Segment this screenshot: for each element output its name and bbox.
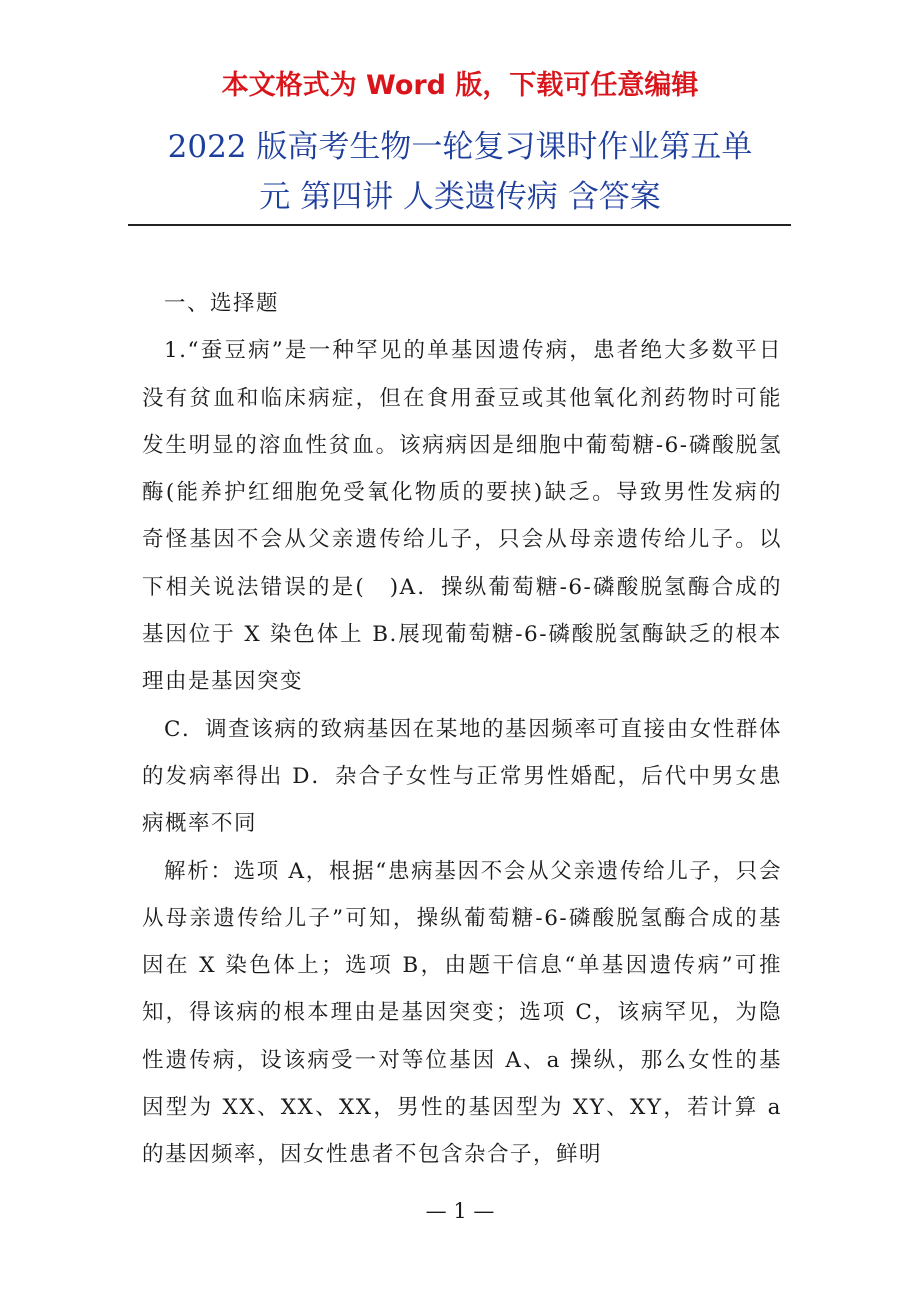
document-body — [142, 280, 782, 1179]
page-number: — 1 — — [425, 1199, 495, 1223]
section-heading: 一、选择题 — [164, 291, 280, 316]
title-divider — [128, 224, 791, 226]
document-title — [130, 122, 790, 222]
title-line-1: 2022 版高考生物一轮复习课时作业第五单 — [167, 129, 753, 165]
analysis-paragraph: 解析：选项 A，根据“患病基因不会从父亲遗传给儿子，只会从母亲遗传给儿子”可知，操纵葡萄糖-6-磷酸脱氢酶合成的基因在 X 染色体上；选项 B，由题干信息“单基因遗传病”可推知，得该病的根本理由是基因突变；选项 C，该病罕见，为隐性遗传病，设该病受一对等位基因 A、a 操纵，那么女性的基因型为 XX、XX、XX，男性的基因型为 XY、XY，若计算 a 的基因频率，因女性患者不包含杂合子，鲜明 — [142, 858, 782, 1168]
title-line-2: 元 第四讲 人类遗传病 含答案 — [259, 179, 661, 215]
options-paragraph: C．调查该病的致病基因在某地的基因频率可直接由女性群体的发病率得出 D．杂合子女性与正常男性婚配，后代中男女患病概率不同 — [142, 716, 782, 837]
question-paragraph: 1.“蚕豆病”是一种罕见的单基因遗传病，患者绝大多数平日没有贫血和临床病症，但在食用蚕豆或其他氧化剂药物时可能发生明显的溶血性贫血。该病病因是细胞中葡萄糖-6-磷酸脱氢酶(能养护红细胞免受氧化物质的要挟)缺乏。导致男性发病的奇怪基因不会从父亲遗传给儿子，只会从母亲遗传给儿子。以下相关说法错误的是( )A．操纵葡萄糖-6-磷酸脱氢酶合成的基因位于 X 染色体上 B.展现葡萄糖-6-磷酸脱氢酶缺乏的根本理由是基因突变 — [142, 338, 782, 695]
download-notice: 本文格式为 Word 版，下载可任意编辑 — [221, 70, 699, 101]
